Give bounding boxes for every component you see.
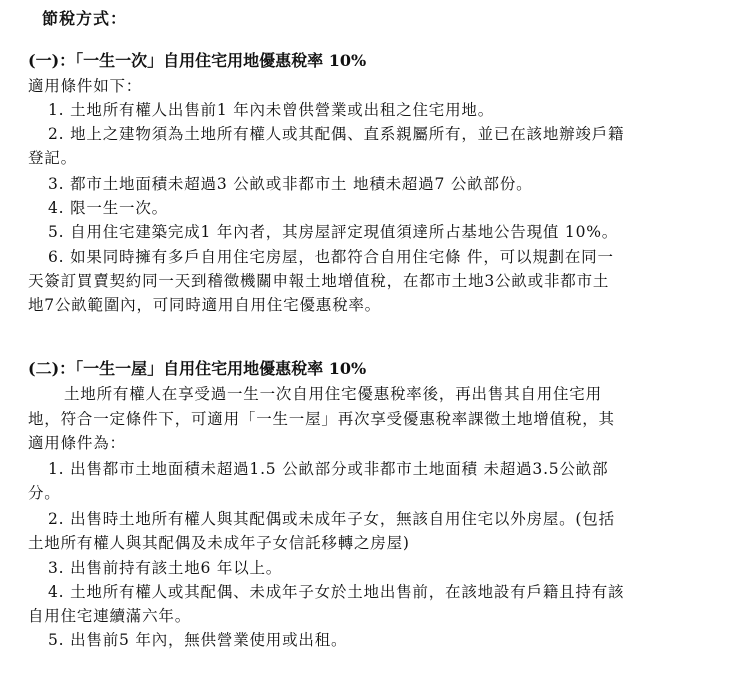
section2-item-4: 4. 土地所有權人或其配偶、未成年子女於土地出售前，在該地設有戶籍且持有該 [48,583,625,601]
section1-item-3: 3. 都市土地面積未超過3 公畝或非都市土 地積未超過7 公畝部份。 [48,175,533,193]
section1-item-2-cont: 登記。 [28,149,77,167]
section2-item-3: 3. 出售前持有該土地6 年以上。 [48,559,283,577]
section1-item-6-cont-1: 天簽訂買賣契約同一天到稽徵機關申報土地增值稅，在都市土地3公畝或非都市土 [28,272,610,290]
section1-intro: 適用條件如下： [28,77,143,95]
section2-item-2: 2. 出售時土地所有權人與其配偶或未成年子女，無該自用住宅以外房屋。(包括 [48,510,615,528]
section2-item-1: 1. 出售都市土地面積未超過1.5 公畝部分或非都市土地面積 未超過3.5公畝部 [48,460,609,478]
page-title: 節稅方式： [42,9,128,28]
section1-heading: (一)：「一生一次」自用住宅用地優惠稅率 10% [28,51,367,70]
section2-item-1-cont: 分。 [28,484,61,502]
section2-intro-1: 土地所有權人在享受過一生一次自用住宅優惠稅率後，再出售其自用住宅用 [64,385,602,403]
section2-intro-2: 地，符合一定條件下，可適用「一生一屋」再次享受優惠稅率課徵土地增值稅，其 [28,410,615,428]
section2-item-5: 5. 出售前5 年內，無供營業使用或出租。 [48,631,348,649]
section1-item-4: 4. 限一生一次。 [48,199,168,217]
section2-item-2-cont: 土地所有權人與其配偶及未成年子女信託移轉之房屋) [28,534,410,552]
section1-item-5: 5. 自用住宅建築完成1 年內者，其房屋評定現值須達所占基地公告現值 10%。 [48,223,619,241]
section2-intro-3: 適用條件為： [28,434,126,452]
section1-item-6: 6. 如果同時擁有多戶自用住宅房屋，也都符合自用住宅條 件，可以規劃在同一 [48,248,614,266]
section1-item-6-cont-2: 地7公畝範圍內，可同時適用自用住宅優惠稅率。 [28,296,381,314]
section1-item-2: 2. 地上之建物須為土地所有權人或其配偶、直系親屬所有，並已在該地辦竣戶籍 [48,125,625,143]
section2-heading: (二)：「一生一屋」自用住宅用地優惠稅率 10% [28,359,367,378]
section1-item-1: 1. 土地所有權人出售前1 年內未曾供營業或出租之住宅用地。 [48,101,495,119]
section2-item-4-cont: 自用住宅連續滿六年。 [28,607,192,625]
